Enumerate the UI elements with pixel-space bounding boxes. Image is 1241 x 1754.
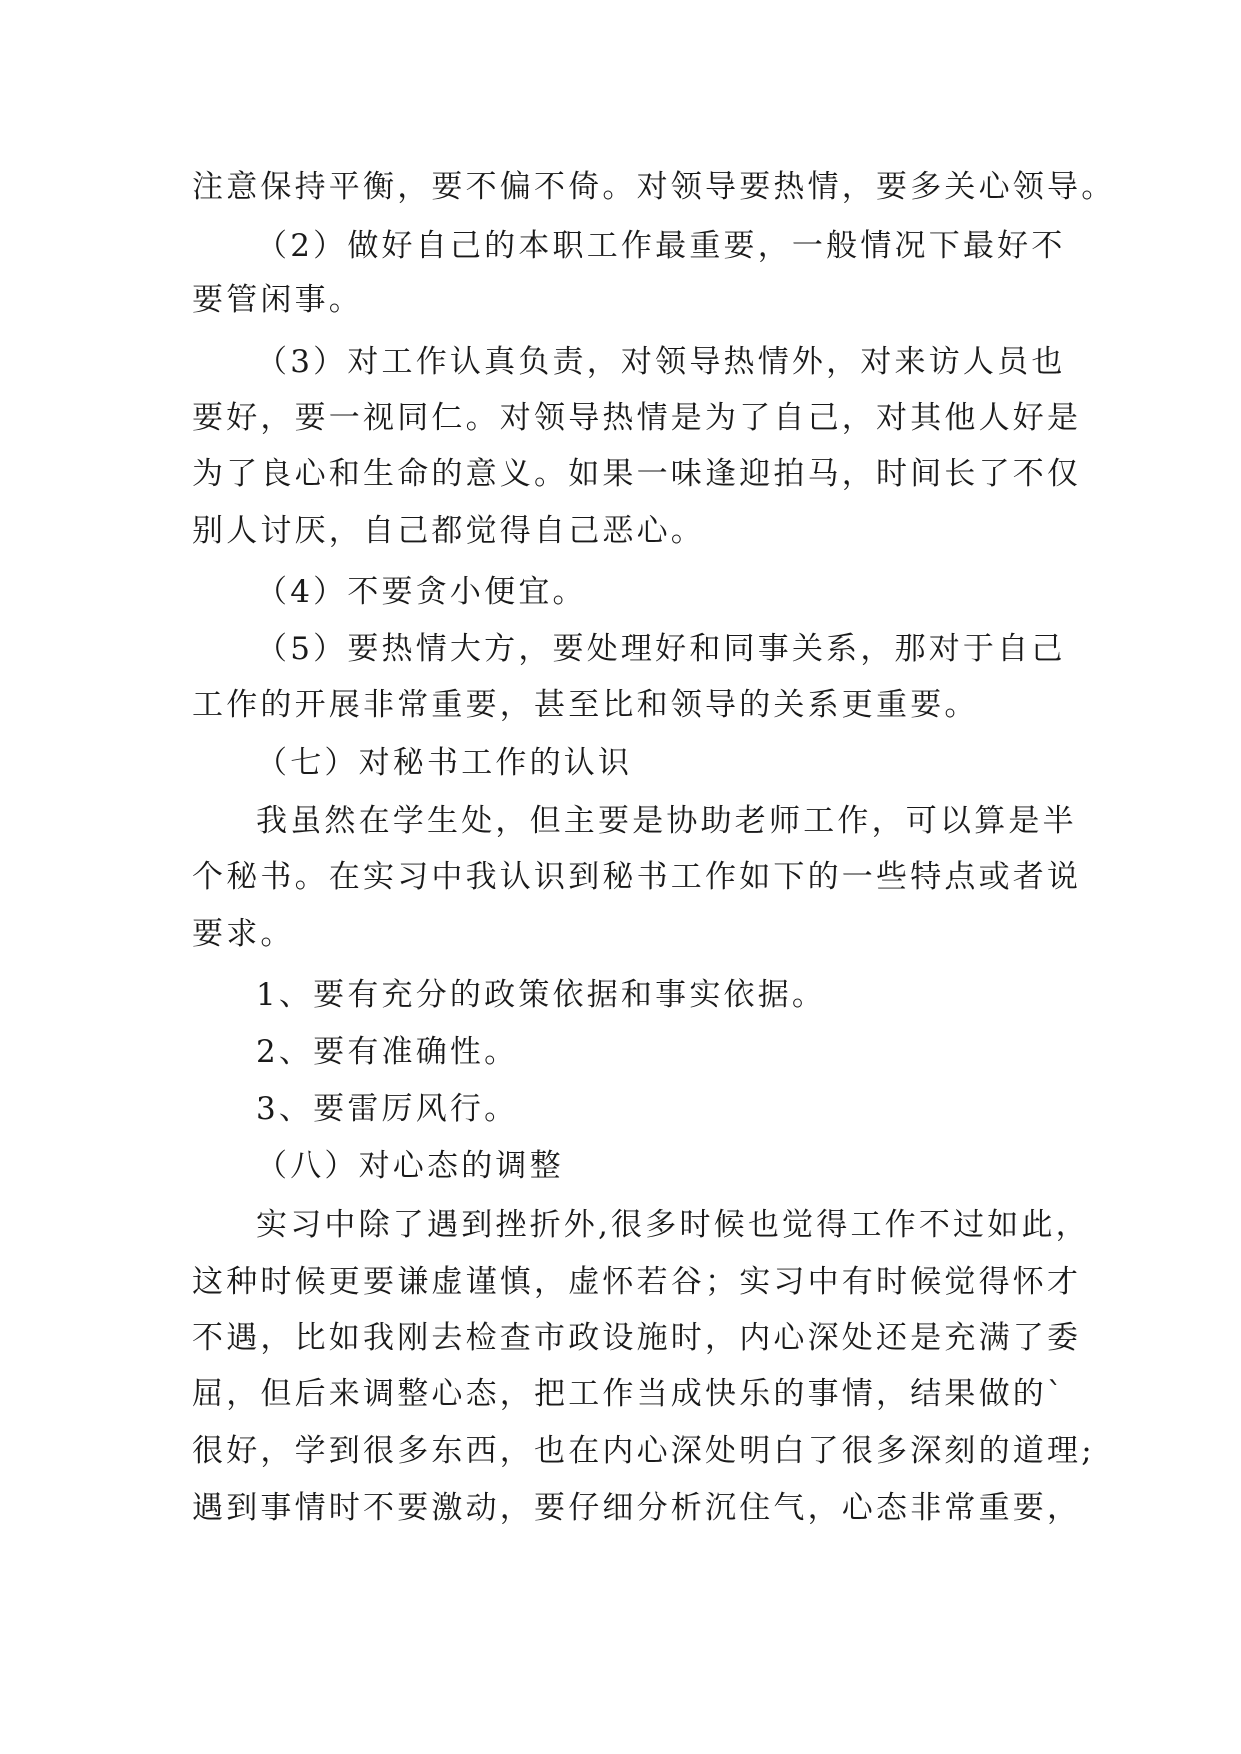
text-line: 要管闲事。 [192, 282, 363, 318]
text-line: 个秘书。在实习中我认识到秘书工作如下的一些特点或者说 [192, 859, 1082, 895]
text-line: 遇到事情时不要激动，要仔细分析沉住气，心态非常重要， [192, 1490, 1082, 1526]
text-line: （4）不要贪小便宜。 [256, 574, 587, 610]
text-line: 不遇，比如我刚去检查市政设施时，内心深处还是充满了委 [192, 1320, 1082, 1356]
text-line: 屈，但后来调整心态，把工作当成快乐的事情，结果做的` [192, 1376, 1066, 1412]
text-line: 很好，学到很多东西，也在内心深处明白了很多深刻的道理; [192, 1433, 1095, 1469]
text-line: 别人讨厌，自己都觉得自己恶心。 [192, 513, 705, 549]
section-heading: （八）对心态的调整 [256, 1148, 564, 1184]
list-item: 3、要雷厉风行。 [256, 1091, 519, 1127]
text-line: （2）做好自己的本职工作最重要，一般情况下最好不 [256, 228, 1066, 264]
text-line: 注意保持平衡，要不偏不倚。对领导要热情，要多关心领导。 [192, 169, 1116, 205]
list-item: 1、要有充分的政策依据和事实依据。 [256, 977, 827, 1013]
text-line: 要好，要一视同仁。对领导热情是为了自己，对其他人好是 [192, 400, 1082, 436]
text-line: 实习中除了遇到挫折外,很多时候也觉得工作不过如此， [256, 1207, 1090, 1243]
text-line: 我虽然在学生处，但主要是协助老师工作，可以算是半 [256, 803, 1077, 839]
text-line: （5）要热情大方，要处理好和同事关系，那对于自己 [256, 631, 1066, 667]
section-heading: （七）对秘书工作的认识 [256, 745, 633, 781]
text-line: 要求。 [192, 916, 295, 952]
text-line: 为了良心和生命的意义。如果一味逢迎拍马，时间长了不仅 [192, 456, 1082, 492]
text-line: （3）对工作认真负责，对领导热情外，对来访人员也 [256, 344, 1066, 380]
list-item: 2、要有准确性。 [256, 1034, 519, 1070]
text-line: 工作的开展非常重要，甚至比和领导的关系更重要。 [192, 687, 979, 723]
text-line: 这种时候更要谦虚谨慎，虚怀若谷；实习中有时候觉得怀才 [192, 1264, 1082, 1300]
